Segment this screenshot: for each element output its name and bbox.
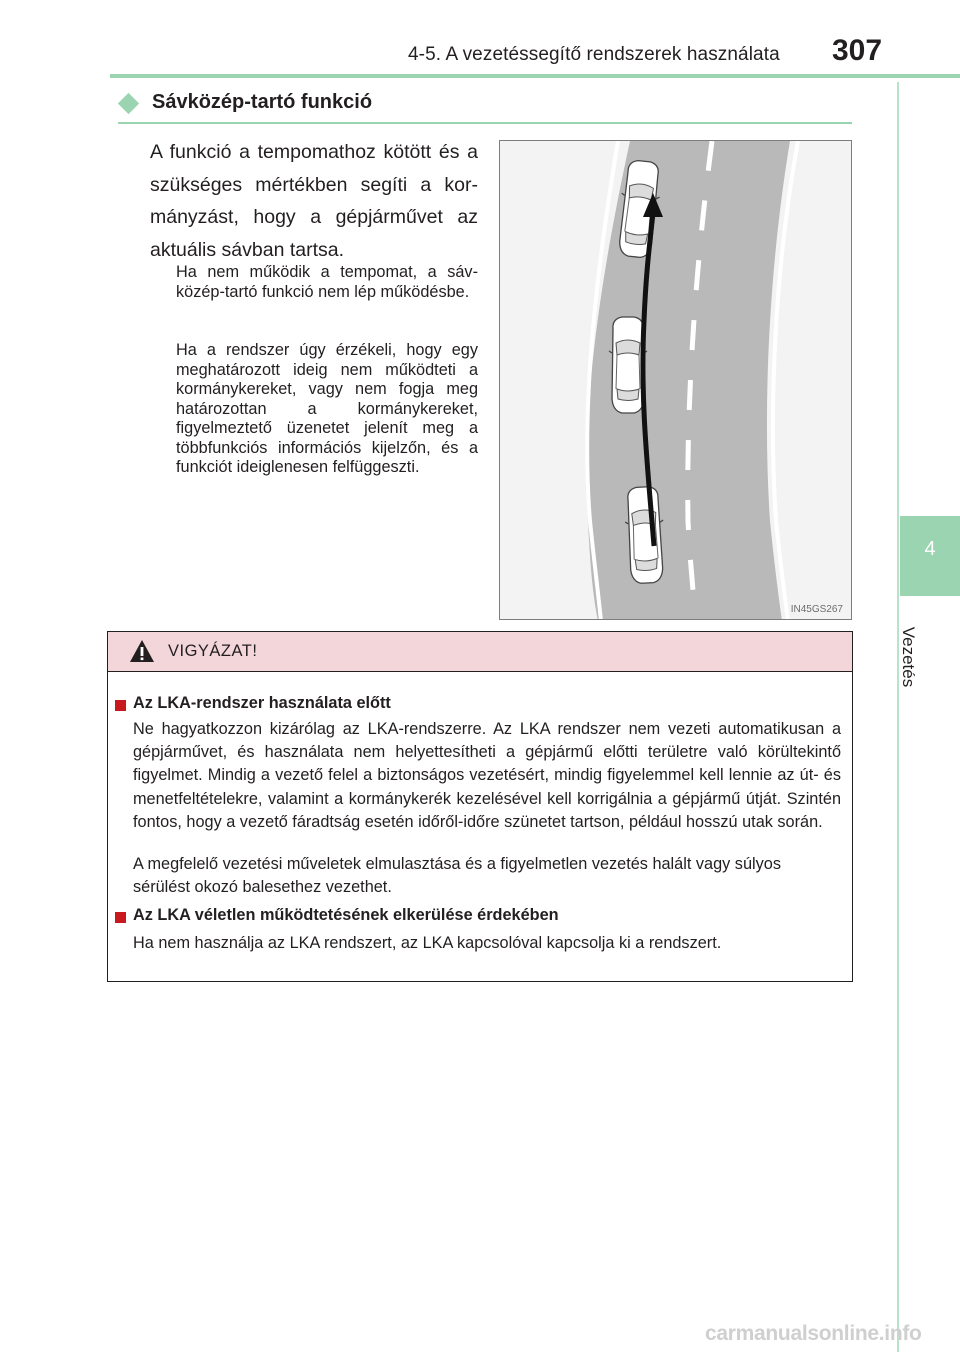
- body-paragraph: A funkció a tempomathoz kötött és a szükséges mértékben segíti a kormányzást, hogy a gépjárművet az aktuális sávban tartsa.: [150, 141, 478, 261]
- bullet-square: [115, 700, 126, 711]
- running-header: 4-5. A vezetéssegítő rendszerek használata: [408, 44, 780, 65]
- page-number: 307: [832, 34, 883, 67]
- lane-centering-illustration: [499, 140, 852, 620]
- watermark: carmanualsonline.info: [705, 1322, 922, 1345]
- warning-title: VIGYÁZAT!: [168, 642, 258, 660]
- note-paragraph-1: Ha nem működik a tempomat, a sávközép-tartó funkció nem lép működésbe.: [176, 263, 478, 301]
- figure-code: IN45GS267: [790, 604, 843, 615]
- section-title: Sávközép-tartó funkció: [152, 91, 373, 113]
- section-rule: [118, 122, 852, 124]
- warning-item-2-heading: Az LKA véletlen működtetésének elkerülése érdekében: [133, 906, 559, 924]
- side-divider: [897, 82, 899, 1352]
- warning-item-1-text: Ne hagyatkozzon kizárólag az LKA-rendszerre. Az LKA rendszer nem vezeti automatikusan a gépjárművet, és használata nem helyettesítheti a gépjármű előtti területre való körültekintő figyelmet. Mindig a vezető felel a biztonságos vezetésért, mindig figyelemmel kell lennie az út- és menetfeltételekre, valamint a kormánykerék kezelésével kell korrigálnia a gépjármű útját. Szintén fontos, hogy a vezető fáradtság esetén időről-időre szünetet tartson, például hosszú utak során.: [133, 720, 841, 831]
- diamond-icon: [118, 93, 139, 114]
- warning-item-2-text: Ha nem használja az LKA rendszert, az LKA kapcsolóval kapcsolja ki a rendszert.: [133, 934, 722, 952]
- chapter-tab: [900, 516, 960, 596]
- chapter-label: [888, 612, 928, 702]
- warning-triangle-icon: [129, 639, 155, 663]
- warning-header: [108, 632, 852, 672]
- warning-item-1-heading: Az LKA-rendszer használata előtt: [133, 694, 391, 712]
- bullet-square: [115, 912, 126, 923]
- road-illustration: [500, 141, 852, 620]
- header-rule: [110, 74, 960, 78]
- note-paragraph-2: Ha a rendszer úgy érzékeli, hogy egy meghatározott ideig nem működteti a kormánykereket, vagy nem fogja meg határozottan a kormánykereket, figyelmeztető üzenetet jelenít meg a többfunkciós információs kijelzőn, és a funkciót ideiglenesen felfüggeszti.: [176, 341, 478, 476]
- chapter-number: 4: [924, 538, 936, 560]
- warning-item-1-text-2: A megfelelő vezetési műveletek elmulasztása és a figyelmetlen vezetés halált vagy súlyos sérülést okozó balesethez vezethet.: [133, 855, 781, 897]
- chapter-label-text: Vezetés: [899, 626, 918, 688]
